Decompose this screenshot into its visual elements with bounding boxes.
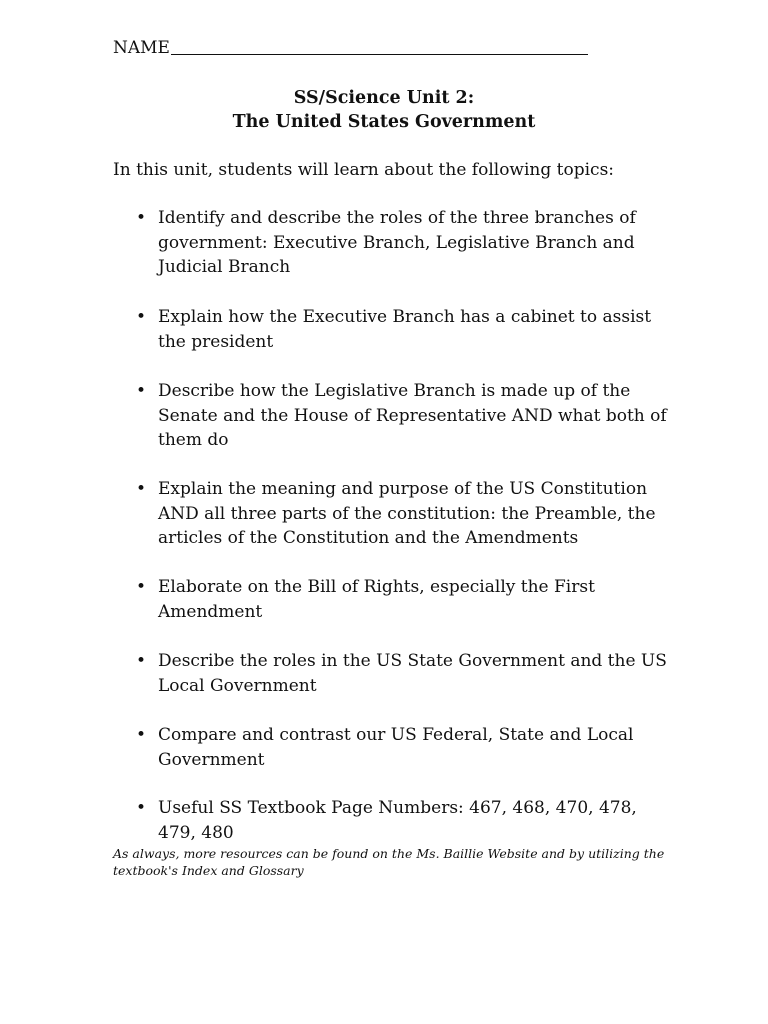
- bullet-icon: •: [136, 208, 147, 228]
- list-item: [136, 379, 676, 453]
- topic-text: Useful SS Textbook Page Numbers: 467, 468, 470, 478, 479, 480: [158, 798, 637, 843]
- topic-text: Describe how the Legislative Branch is made up of the Senate and the House of Representative AND what both of them do: [158, 381, 667, 450]
- list-item: [136, 723, 676, 772]
- topic-text: Compare and contrast our US Federal, State and Local Government: [158, 725, 634, 770]
- topic-text: Identify and describe the roles of the three branches of government: Executive Branch, Legislative Branch and Judicial Branch: [158, 208, 636, 277]
- list-item: [136, 305, 676, 354]
- bullet-icon: •: [136, 577, 147, 597]
- name-label: NAME: [113, 38, 170, 58]
- list-item: [136, 575, 676, 624]
- list-item: [136, 796, 676, 845]
- bullet-icon: •: [136, 307, 147, 327]
- bullet-icon: •: [136, 798, 147, 818]
- resources-footnote: As always, more resources can be found on the Ms. Baillie Website and by utilizing the textbook's Index and Glossary: [113, 846, 665, 878]
- bullet-icon: •: [136, 651, 147, 671]
- title-line-1: SS/Science Unit 2:: [293, 88, 475, 108]
- topic-text: Describe the roles in the US State Government and the US Local Government: [158, 651, 667, 696]
- list-item: [136, 649, 676, 698]
- bullet-icon: •: [136, 725, 147, 745]
- name-field: [113, 36, 588, 60]
- name-blank-line: [171, 53, 588, 55]
- intro-text: In this unit, students will learn about the following topics:: [113, 160, 615, 180]
- page-title: [0, 86, 768, 134]
- list-item: [136, 206, 676, 280]
- list-item: [136, 477, 676, 551]
- bullet-icon: •: [136, 381, 147, 401]
- topic-text: Elaborate on the Bill of Rights, especially the First Amendment: [158, 577, 595, 622]
- topic-text: Explain the meaning and purpose of the US Constitution AND all three parts of the constitution: the Preamble, the articles of the Constitution and the Amendments: [158, 479, 656, 548]
- bullet-icon: •: [136, 479, 147, 499]
- topic-text: Explain how the Executive Branch has a cabinet to assist the president: [158, 307, 652, 352]
- title-line-2: The United States Government: [232, 112, 536, 132]
